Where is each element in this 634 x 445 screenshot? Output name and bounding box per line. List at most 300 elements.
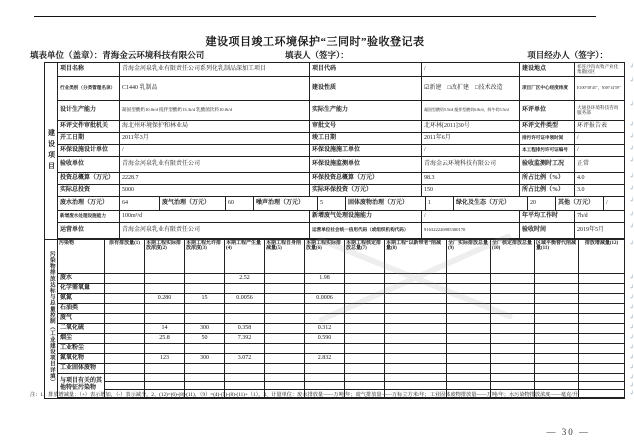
pollutant-value	[105, 324, 145, 334]
pollutant-value	[145, 364, 185, 374]
registration-form-table	[44, 62, 634, 399]
pollutant-value	[105, 304, 145, 314]
pollutant-value: 1.98	[305, 274, 345, 284]
form-row	[58, 121, 634, 133]
other-pollutant-row	[105, 374, 634, 382]
pollutant-row	[58, 334, 634, 344]
field-value: /	[120, 145, 310, 157]
field-value: 大通县环境科技咨询服务部	[575, 101, 625, 121]
pollutant-value	[579, 364, 625, 374]
field-label: 废水治理（万元）	[58, 197, 120, 211]
pollutant-value	[447, 284, 491, 294]
pollutant-name: 化学需氧量	[58, 284, 105, 294]
pollutant-value: 3.072	[225, 354, 265, 364]
field-value: /	[604, 197, 625, 211]
field-label: 实际生产能力	[310, 101, 422, 121]
field-value: 60	[226, 197, 254, 211]
pollutant-row	[58, 344, 634, 354]
pollutant-value	[385, 354, 447, 364]
column-header: 全厂核定排放总量(10)	[491, 240, 535, 274]
pollutant-value	[447, 382, 491, 390]
field-value: 2019年5月	[575, 223, 625, 239]
pollutant-rows	[58, 274, 634, 374]
project-handler-label: 项目经办人（签字）：	[527, 50, 608, 60]
return-mark-icon: ↲	[628, 324, 634, 331]
pollutant-value	[265, 284, 305, 294]
column-header: 原有排放量(1)	[105, 240, 145, 274]
pollutant-value: 300	[185, 354, 225, 364]
pollutant-value	[185, 382, 225, 390]
pollutant-value	[305, 344, 345, 354]
pollutant-value	[145, 284, 185, 294]
field-value: 5	[318, 197, 346, 211]
field-label: 建设性质	[310, 77, 422, 101]
pollutant-value	[305, 382, 345, 390]
field-label: 噪声治理（万元）	[254, 197, 318, 211]
field-value: 凝固型酸奶10.0t/d 搅拌型酸奶13.3t/d 乳酸菌饮料10.0t/d	[120, 101, 310, 121]
form-row	[58, 63, 634, 77]
pollutant-value	[225, 304, 265, 314]
pollutant-value	[225, 284, 265, 294]
field-label: 本工程排污许可证编号	[520, 145, 575, 157]
pollutant-value	[535, 304, 579, 314]
pollutant-value: 0.0056	[225, 294, 265, 304]
pollutant-row	[58, 274, 634, 284]
pollutant-value: 0.280	[145, 294, 185, 304]
pollutant-header-row	[58, 240, 634, 274]
return-mark-icon: ↲	[628, 354, 634, 361]
pollutant-value	[265, 344, 305, 354]
pollutant-value	[385, 382, 447, 390]
field-value: 祁连沙沟农牧产业化集散园区	[575, 63, 625, 77]
page-title: 建设项目竣工环境保护“三同时”验收登记表	[205, 36, 425, 48]
pollutant-value	[447, 354, 491, 364]
pollutant-value	[345, 374, 385, 382]
pollutant-value	[105, 354, 145, 364]
field-label: 所占比例（%）	[520, 185, 575, 197]
pollutant-value	[345, 382, 385, 390]
field-value: ☑新建 □改扩建 □技术改造	[422, 77, 520, 101]
column-header: 本期工程产生量(4)	[225, 240, 265, 274]
return-mark-icon: ↲	[628, 314, 634, 321]
field-label: 验收监测时工况	[520, 157, 575, 173]
column-header: 本期工程核定排放总量(7)	[345, 240, 385, 274]
field-label: 运营单位	[58, 223, 120, 239]
pollutant-value	[447, 274, 491, 284]
pollutant-value	[535, 284, 579, 294]
pollutant-value	[447, 344, 491, 354]
pollutant-section-side-label: 污染物排放达标与总量控制（工业建设项目详填）	[45, 240, 58, 398]
pollutant-value	[385, 274, 447, 284]
pollutant-value	[491, 294, 535, 304]
field-value: 2011年6月	[422, 133, 520, 145]
pollutant-value	[225, 364, 265, 374]
column-header: 本期工程“以新带老”削减量(8)	[385, 240, 447, 274]
field-label: 环保投资总概算（万元）	[310, 173, 422, 185]
field-label: 年平均工作时	[520, 211, 575, 223]
return-mark-icon: ↲	[628, 390, 634, 397]
pollutant-value	[225, 314, 265, 324]
field-value: 青海金河泉乳业有限责任公司系列化乳制品深加工项目	[120, 63, 310, 77]
other-pollutant-row	[105, 382, 634, 390]
form-row	[58, 197, 634, 211]
page-top-rule	[34, 16, 596, 17]
field-label: 项目厂区中心经度纬度	[520, 77, 575, 101]
pollutant-value	[105, 284, 145, 294]
pollutant-value: 0.358	[225, 324, 265, 334]
pollutant-value	[105, 274, 145, 284]
pollutant-value	[535, 294, 579, 304]
pollutant-value: 2.832	[305, 354, 345, 364]
return-mark-icon: ↲	[628, 304, 634, 311]
pollutant-value	[145, 304, 185, 314]
pollutant-value	[447, 304, 491, 314]
pollutant-value	[447, 324, 491, 334]
field-label: 废气治理（万元）	[160, 197, 226, 211]
pollutant-value	[535, 374, 579, 382]
field-label: 环评文件审批机关	[58, 121, 120, 133]
field-value: 青海金河泉乳业有限责任公司	[120, 223, 310, 239]
field-value: /	[575, 145, 625, 157]
pollutant-value	[105, 334, 145, 344]
pollutant-value	[579, 274, 625, 284]
form-row	[58, 173, 634, 185]
pollutant-value	[225, 382, 265, 390]
return-mark-icon: ↲	[628, 77, 634, 84]
pollutant-name: 氨氮	[58, 294, 105, 304]
column-header: 污染物	[58, 240, 105, 274]
pollutant-value	[185, 304, 225, 314]
pollutant-row	[58, 294, 634, 304]
return-mark-icon: ↲	[628, 197, 634, 204]
form-row	[58, 133, 634, 145]
field-value: 青海金云环境科技有限公司	[422, 157, 520, 173]
field-label: 环评文件类型	[520, 121, 575, 133]
pollutant-value	[145, 274, 185, 284]
pollutant-value	[579, 334, 625, 344]
column-header: 全厂实际排放总量(9)	[447, 240, 491, 274]
pollutant-value	[491, 374, 535, 382]
pollutant-value	[265, 294, 305, 304]
pollutant-value	[345, 274, 385, 284]
pollutant-name: 废气	[58, 314, 105, 324]
field-label: 竣工日期	[310, 133, 422, 145]
form-header-line	[30, 49, 608, 61]
pollutant-value	[185, 284, 225, 294]
field-value: 150	[422, 185, 520, 197]
return-mark-icon: ↲	[628, 173, 634, 180]
pollutant-value	[491, 364, 535, 374]
pollutant-value	[579, 284, 625, 294]
field-value: 20	[528, 197, 556, 211]
pollutant-row	[58, 364, 634, 374]
field-value: 2228.7	[120, 173, 310, 185]
pollutant-value	[491, 382, 535, 390]
field-label: 验收时间	[520, 223, 575, 239]
column-header: 本期工程自身削减量(5)	[265, 240, 305, 274]
pollutant-value	[491, 274, 535, 284]
pollutant-value	[145, 382, 185, 390]
form-row	[58, 101, 634, 121]
pollutant-value	[105, 364, 145, 374]
field-label: 实际总投资	[58, 185, 120, 197]
field-value: 北环林[2011]30号	[422, 121, 520, 133]
field-value: 3.0	[575, 185, 625, 197]
pollutant-value	[305, 314, 345, 324]
pollutant-value	[305, 284, 345, 294]
return-mark-icon: ↲	[628, 334, 634, 341]
pollutant-row	[58, 284, 634, 294]
field-value: 5000	[120, 185, 310, 197]
pollutant-value: 2.52	[225, 274, 265, 284]
return-mark-icon: ↲	[628, 364, 634, 371]
return-mark-icon: ↲	[628, 185, 634, 192]
field-value: 100m³/d	[120, 211, 310, 223]
pollutant-value	[579, 314, 625, 324]
pollutant-value	[385, 304, 447, 314]
pollutant-name: 氮氧化物	[58, 354, 105, 364]
pollutant-value	[345, 324, 385, 334]
column-header: 本期工程实际排放量(6)	[305, 240, 345, 274]
pollutant-value	[491, 354, 535, 364]
field-label: 新增废气处理设施能力	[310, 211, 422, 223]
pollutant-value	[185, 364, 225, 374]
pollutant-row	[58, 314, 634, 324]
pollutant-value	[579, 374, 625, 382]
pollutant-value	[265, 334, 305, 344]
field-label: 设计生产能力	[58, 101, 120, 121]
field-label: 运营单位社会统一信用代码（或组织机构代码）	[310, 223, 422, 239]
return-mark-icon: ↲	[628, 344, 634, 351]
field-label: 绿化及生态（万元）	[454, 197, 528, 211]
pollutant-value	[105, 382, 145, 390]
field-value: E100°38′45″，N38°14′59″	[575, 77, 625, 101]
pollutant-value	[535, 314, 579, 324]
return-mark-icon: ↲	[628, 133, 634, 140]
return-mark-icon: ↲	[628, 64, 634, 70]
pollutant-value: 0.312	[305, 324, 345, 334]
form-row	[58, 157, 634, 173]
form-row	[58, 211, 634, 223]
field-label: 开工日期	[58, 133, 120, 145]
field-label: 投资总概算（万元）	[58, 173, 120, 185]
pollutant-value	[535, 344, 579, 354]
pollutant-value	[265, 274, 305, 284]
field-label: 环保设施监测单位	[310, 157, 422, 173]
project-info-section	[44, 62, 634, 239]
field-value: 海北州环境保护和林业局	[120, 121, 310, 133]
pollutant-value	[491, 314, 535, 324]
pollutant-name: 二氧化硫	[58, 324, 105, 334]
pollutant-value	[265, 324, 305, 334]
pollutant-value: 50	[185, 334, 225, 344]
pollutant-value	[385, 374, 447, 382]
pollutant-value	[447, 294, 491, 304]
return-mark-icon: ↲	[628, 211, 634, 218]
pollutant-value	[447, 314, 491, 324]
field-value: /	[422, 145, 520, 157]
pollutant-value	[579, 324, 625, 334]
page-number: — 30 —	[546, 427, 590, 437]
fill-unit-label: 填表单位（盖章）：青海金云环境科技有限公司	[30, 50, 205, 60]
pollutant-value	[579, 354, 625, 364]
pollutant-value	[535, 324, 579, 334]
pollutant-value	[345, 304, 385, 314]
pollutant-name: 石油类	[58, 304, 105, 314]
pollutant-value	[265, 304, 305, 314]
pollutant-value	[265, 374, 305, 382]
pollutant-value: 7.392	[225, 334, 265, 344]
pollutant-value	[535, 364, 579, 374]
pollutant-value: 0.590	[305, 334, 345, 344]
field-value: 98.3	[422, 173, 520, 185]
form-row	[58, 223, 634, 239]
pollutant-value	[305, 374, 345, 382]
pollutant-value: 0.0006	[305, 294, 345, 304]
pollutant-value	[225, 374, 265, 382]
field-label: 环保设施设计单位	[58, 145, 120, 157]
field-value: 凝固型酸奶5.5t/d 搅拌型酸奶6.8t/d，鲜牛奶5.5t/d	[422, 101, 520, 121]
pollutant-value	[385, 294, 447, 304]
pollutant-value: 300	[185, 324, 225, 334]
pollutant-value	[105, 314, 145, 324]
pollutant-value	[491, 344, 535, 354]
field-value: /	[422, 211, 520, 223]
return-mark-icon: ↲	[628, 294, 634, 301]
pollutant-value	[447, 364, 491, 374]
project-section-rows	[58, 63, 634, 239]
field-label: 新增废水处理设施能力	[58, 211, 120, 223]
field-value: 环评报告表	[575, 121, 625, 133]
pollutant-value	[225, 344, 265, 354]
pollutant-value	[265, 354, 305, 364]
column-header: 排放增减量(12)	[579, 240, 625, 274]
return-mark-icon: ↲	[628, 382, 634, 389]
field-value: 正常	[575, 157, 625, 173]
field-label: 行业类别（分类管理名录）	[58, 77, 120, 101]
field-label: 环保设施施工单位	[310, 145, 422, 157]
pollutant-value	[385, 334, 447, 344]
return-mark-icon: ↲	[628, 240, 634, 247]
pollutant-value	[145, 344, 185, 354]
column-header: 区域平衡替代削减量(11)	[535, 240, 579, 274]
field-value: 916322226985300170	[422, 223, 520, 239]
pollutant-value	[579, 294, 625, 304]
pollutant-value	[185, 314, 225, 324]
pollutant-value	[385, 324, 447, 334]
return-mark-icon: ↲	[628, 101, 634, 108]
pollutant-value	[385, 314, 447, 324]
pollutant-value	[385, 344, 447, 354]
column-header: 本期工程实际排放浓度(2)	[145, 240, 185, 274]
fill-person-label: 填表人（签字）：	[285, 50, 349, 60]
field-label: 建设地点	[520, 63, 575, 77]
pollutant-value	[305, 364, 345, 374]
pollutant-table	[58, 240, 634, 398]
pollutant-value	[345, 364, 385, 374]
return-mark-icon: ↲	[628, 284, 634, 291]
field-label: 项目代码	[310, 63, 422, 77]
return-mark-icon: ↲	[628, 374, 634, 381]
field-label: 实际环保投资（万元）	[310, 185, 422, 197]
form-row	[58, 185, 634, 197]
pollutant-value	[265, 382, 305, 390]
pollutant-value: 15	[185, 294, 225, 304]
pollutant-value	[579, 344, 625, 354]
form-row	[58, 77, 634, 101]
pollutant-value	[579, 304, 625, 314]
return-mark-icon: ↲	[628, 157, 634, 164]
pollutant-value	[345, 284, 385, 294]
field-value: 1	[426, 197, 454, 211]
pollutant-value	[145, 314, 185, 324]
pollutant-value	[535, 382, 579, 390]
pollutant-value	[535, 354, 579, 364]
pollutant-value: 14	[145, 324, 185, 334]
field-label: 验收单位	[58, 157, 120, 173]
field-label: 审批文号	[310, 121, 422, 133]
return-mark-icon: ↲	[628, 121, 634, 128]
pollutant-value	[345, 354, 385, 364]
pollutant-value	[491, 304, 535, 314]
pollutant-value	[345, 334, 385, 344]
pollutant-value	[185, 344, 225, 354]
pollutant-value	[105, 294, 145, 304]
field-value: 2011年3月	[120, 133, 310, 145]
pollutant-value: 25.8	[145, 334, 185, 344]
pollutant-value	[491, 284, 535, 294]
pollutant-value	[105, 374, 145, 382]
pollutant-value	[491, 324, 535, 334]
pollutant-name: 工业粉尘	[58, 344, 105, 354]
pollutant-row	[58, 304, 634, 314]
pollutant-value	[579, 382, 625, 390]
pollutant-value	[345, 344, 385, 354]
other-pollutants-label: 与项目有关的其他特征污染物	[58, 374, 105, 398]
pollutant-value	[345, 294, 385, 304]
field-label: 所占比例（%）	[520, 173, 575, 185]
field-value: C1440 乳制品	[120, 77, 310, 101]
pollutant-value	[305, 304, 345, 314]
return-mark-icon: ↲	[628, 145, 634, 152]
footnote: 注：1、排放增减量：（+）表示增加，（-）表示减少。2、(12)=(6)-(8)-(11)，（9）=(4)-(5)-(8)-(11)+（1）。3、计量单位：废水排放量——万吨/年；废气排放量——万标立方米/年；工业固体废物排放量——万吨/年；水污染物排放浓度——毫克/升	[30, 392, 578, 398]
return-mark-icon: ↲	[628, 274, 634, 281]
field-value: 4.0	[575, 173, 625, 185]
pollutant-value	[345, 314, 385, 324]
field-label: 其他（万元）	[556, 197, 604, 211]
pollutant-value	[535, 274, 579, 284]
pollutant-value	[491, 334, 535, 344]
pollutant-name: 烟尘	[58, 334, 105, 344]
pollutant-row	[58, 354, 634, 364]
pollutant-name: 工业固体废物	[58, 364, 105, 374]
pollutant-value	[105, 344, 145, 354]
pollutant-value	[385, 364, 447, 374]
pollutant-section	[44, 239, 634, 399]
field-value: /	[575, 133, 625, 145]
field-label: 环评单位	[520, 101, 575, 121]
field-label: 排污许可证申领时间	[520, 133, 575, 145]
pollutant-value: 123	[145, 354, 185, 364]
pollutant-value	[185, 274, 225, 284]
pollutant-value	[385, 284, 447, 294]
field-value: 青海金河泉乳业有限责任公司	[120, 157, 310, 173]
pollutant-value	[447, 334, 491, 344]
project-section-side-label: 建设项目	[45, 63, 58, 239]
field-value: 64	[120, 197, 160, 211]
pollutant-value	[447, 374, 491, 382]
field-value: 7h/d	[575, 211, 625, 223]
